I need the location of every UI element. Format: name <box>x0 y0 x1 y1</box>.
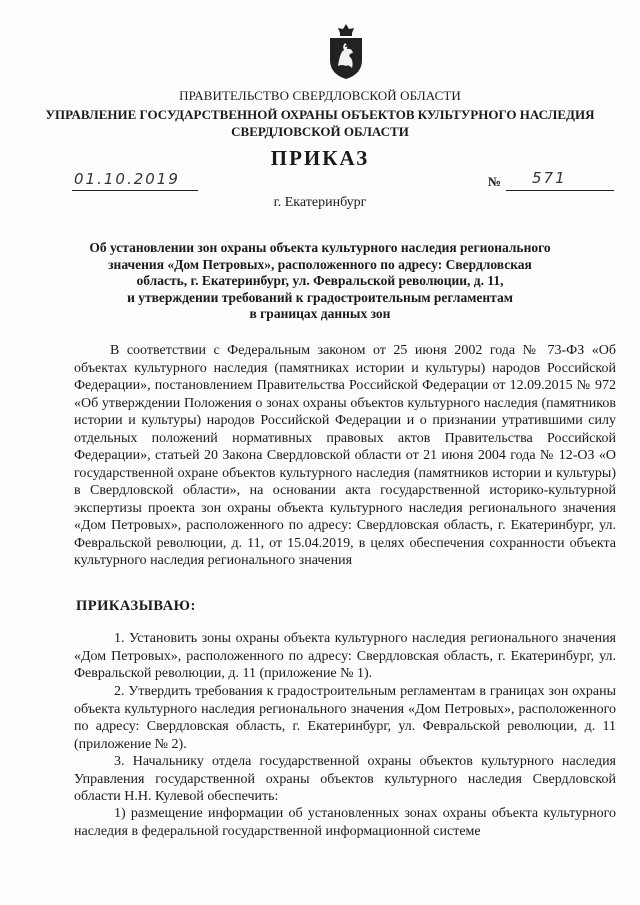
department-line-1: УПРАВЛЕНИЕ ГОСУДАРСТВЕННОЙ ОХРАНЫ ОБЪЕКТОВ КУЛЬТУРНОГО НАСЛЕДИЯ <box>45 107 595 122</box>
handwritten-number: 571 <box>532 169 567 187</box>
department-name <box>0 106 640 140</box>
order-item-2: 2. Утвердить требования к градостроительным регламентам в границах зон охраны объекта культурного наследия регионального значения «Дом Петровых», расположенного по адресу: Свердловская область, г. Екатеринбург, ул. Февральской революции, д. 11 (приложение № 2). <box>74 684 616 752</box>
number-label: № <box>488 174 502 189</box>
title-line-2: значения «Дом Петровых», расположенного по адресу: Свердловская <box>108 256 532 272</box>
handwritten-date: 01.10.2019 <box>74 170 180 188</box>
order-subitem-1: 1) размещение информации об установленных зонах охраны объекта культурного наследия в федеральной государственной информационной системе <box>74 806 616 839</box>
order-title <box>60 240 580 323</box>
title-line-4: и утверждении требований к градостроительным регламентам <box>127 289 513 305</box>
government-name: ПРАВИТЕЛЬСТВО СВЕРДЛОВСКОЙ ОБЛАСТИ <box>179 88 461 103</box>
city-name: г. Екатеринбург <box>273 195 367 210</box>
document-type: ПРИКАЗ <box>270 146 370 170</box>
preamble-paragraph: В соответствии с Федеральным законом от 25 июня 2002 года № 73-ФЗ «Об объектах культурного наследия (памятниках истории и культуры) народов Российской Федерации», постановлением Правительства Российской Федерации от 12.09.2015 № 972 «Об утверждении Положения о зонах охраны объектов культурного наследия (памятников истории и культуры) народов Российской Федерации и о признании утратившими силу отдельных положений нормативных правовых актов Правительства Российской Федерации», статьей 20 Закона Свердловской области от 21 июня 2004 года № 12-ОЗ «О государственной охране объектов культурного наследия (памятников истории и культуры) в Свердловской области», на основании акта государственной историко-культурной экспертизы проекта зон охраны объекта культурного наследия регионального значения «Дом Петровых», расположенного по адресу: Свердловская область, г. Екатеринбург, ул. Февральской революции, д. 11, от 15.04.2019, в целях обеспечения сохранности объекта культурного наследия регионального значения <box>74 343 616 568</box>
order-item-1: 1. Установить зоны охраны объекта культурного наследия регионального значения «Дом Петровых», расположенного по адресу: Свердловская область, г. Екатеринбург, ул. Февральской революции, д. 11 (приложение № 1). <box>74 631 616 681</box>
title-line-5: в границах данных зон <box>249 306 391 321</box>
coat-of-arms-icon <box>326 22 366 80</box>
title-line-3: область, г. Екатеринбург, ул. Февральской революции, д. 11, <box>136 273 504 288</box>
date-field <box>72 172 198 191</box>
number-field <box>506 169 614 191</box>
department-line-2: СВЕРДЛОВСКОЙ ОБЛАСТИ <box>231 124 409 139</box>
order-heading: ПРИКАЗЫВАЮ: <box>76 598 196 614</box>
order-item-3: 3. Начальнику отдела государственной охраны объектов культурного наследия Управления государственной охраны объектов культурного наследия Свердловской области Н.Н. Кулевой обеспечить: <box>74 754 616 804</box>
title-line-1: Об установлении зон охраны объекта культурного наследия регионального <box>89 240 551 255</box>
